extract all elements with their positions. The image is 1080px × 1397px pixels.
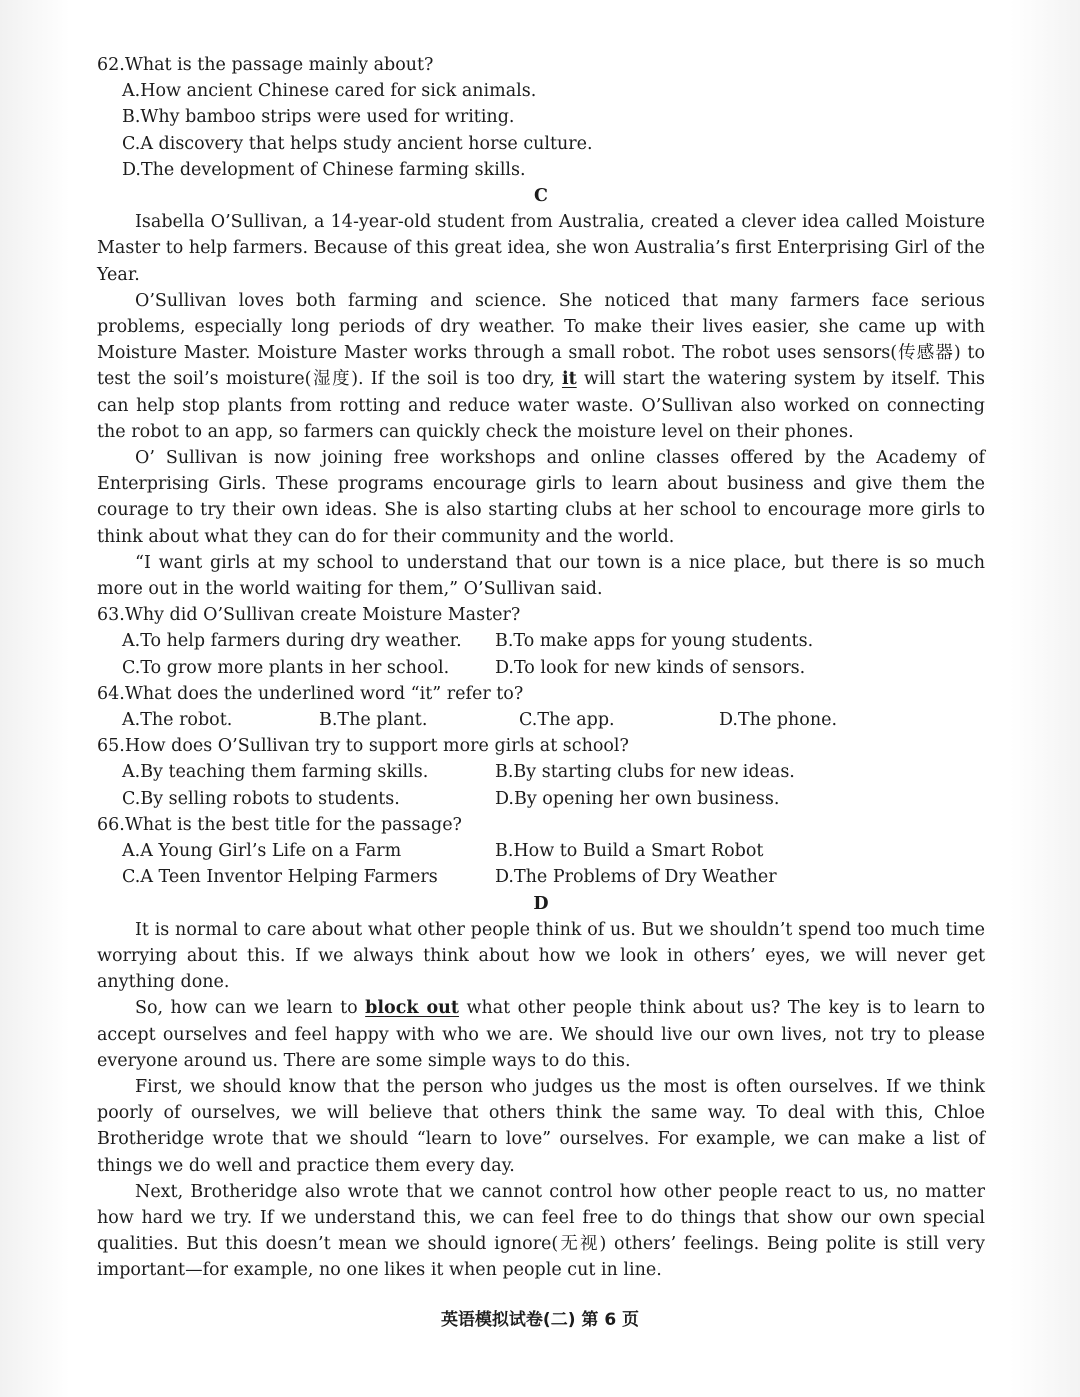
option-row — [97, 759, 985, 785]
option-d: D.The phone. — [719, 710, 838, 731]
question-stem: 64.What does the underlined word “it” refer to? — [97, 683, 524, 704]
section-d-heading: D — [533, 893, 549, 914]
paragraph: Next, Brotheridge also wrote that we cannot control how other people react to us, no matter how hard we try. If we understand this, we can feel free to do things that show our own special qualities. But this doesn’t mean we should ignore(无视) others’ feelings. Being polite is still very important—for example, no one likes it when people cut in line. — [97, 1181, 985, 1281]
option-c: C.A discovery that helps study ancient horse culture. — [122, 133, 593, 154]
option-c: C.To grow more plants in her school. — [122, 657, 450, 678]
option-d: D.By opening her own business. — [495, 788, 780, 809]
passage-c — [97, 209, 985, 602]
question-stem: 65.How does O’Sullivan try to support more girls at school? — [97, 736, 629, 757]
option-row — [97, 864, 985, 890]
paragraph-text: what other people think about us? The key is to learn to accept ourselves and feel happy with who we are. We should live our own lives, not try to please everyone around us. There are some simple ways to do this. — [97, 998, 985, 1071]
paragraph — [97, 288, 985, 445]
paragraph: “I want girls at my school to understand that our town is a nice place, but there is so much more out in the world waiting for them,” O’Sullivan said. — [97, 552, 985, 600]
question-64 — [97, 681, 985, 733]
option-b: B.By starting clubs for new ideas. — [495, 762, 795, 783]
underlined-phrase: block out — [365, 998, 459, 1019]
option-a: A.To help farmers during dry weather. — [122, 631, 462, 652]
option-d: D.To look for new kinds of sensors. — [495, 657, 806, 678]
section-c-heading: C — [534, 186, 548, 207]
option-row — [97, 786, 985, 812]
question-62 — [97, 52, 985, 183]
paragraph: O’ Sullivan is now joining free workshops and online classes offered by the Academy of Enterprising Girls. These programs encourage girls to learn about business and give them the courage to try their own ideas. She is also starting clubs at her school to encourage more girls to think about what they can do for their community and the world. — [97, 448, 985, 547]
passage-d — [97, 917, 985, 1284]
option-row — [97, 655, 985, 681]
question-stem: 62.What is the passage mainly about? — [97, 55, 434, 75]
paragraph: First, we should know that the person who judges us the most is often ourselves. If we think poorly of ourselves, we will believe that others think the same way. To deal with this, Chloe Brotheridge wrote that we should “learn to love” ourselves. For example, we can make a list of things we do well and practice them every day. — [97, 1076, 985, 1176]
paragraph-text: So, how can we learn to — [135, 998, 366, 1019]
option-c: C.A Teen Inventor Helping Farmers — [122, 867, 438, 888]
paragraph: Isabella O’Sullivan, a 14-year-old student from Australia, created a clever idea called Moisture Master to help farmers. Because of this great idea, she won Australia’s first Enterprising Girl of the Year. — [97, 212, 985, 285]
option-b: B.Why bamboo strips were used for writing. — [122, 107, 515, 128]
paragraph — [97, 995, 985, 1074]
option-b: B.To make apps for young students. — [495, 631, 814, 652]
option-d: D.The development of Chinese farming skills. — [122, 159, 526, 180]
option-a: A.By teaching them farming skills. — [122, 762, 429, 783]
question-66 — [97, 812, 985, 891]
page-footer: 英语模拟试卷(二) 第 6 页 — [440, 1310, 640, 1330]
option-row — [97, 707, 985, 733]
option-a: A.A Young Girl’s Life on a Farm — [122, 841, 402, 862]
question-stem: 63.Why did O’Sullivan create Moisture Master? — [97, 605, 521, 626]
option-a: A.How ancient Chinese cared for sick animals. — [122, 81, 537, 102]
option-a: A.The robot. — [122, 710, 233, 731]
option-c: C.The app. — [519, 710, 615, 731]
paragraph-text: O’Sullivan loves both farming and science. She noticed that many farmers face serious problems, especially long periods of dry weather. To make their lives easier, she came up with Moisture Master. Moisture Master works through a small robot. The robot uses sensors(传感器) to test the soil’s moisture(湿度). If the soil is too dry, — [97, 290, 985, 390]
option-d: D.The Problems of Dry Weather — [495, 867, 777, 888]
option-row — [97, 628, 985, 654]
option-c: C.By selling robots to students. — [122, 788, 400, 809]
option-b: B.The plant. — [319, 710, 428, 731]
question-65 — [97, 733, 985, 812]
page-content — [97, 52, 985, 1284]
paragraph-text: will start the watering system by itself. This can help stop plants from rotting and reduce water waste. O’Sullivan also worked on connecting the robot to an app, so farmers can quickly check the moisture level on their phones. — [97, 369, 985, 442]
question-63 — [97, 602, 985, 681]
option-row — [97, 838, 985, 864]
question-stem: 66.What is the best title for the passage? — [97, 814, 462, 835]
option-b: B.How to Build a Smart Robot — [495, 841, 764, 862]
paragraph: It is normal to care about what other people think of us. But we shouldn’t spend too much time worrying about this. If we always think about how we look in others’ eyes, we will never get anything done. — [97, 919, 985, 993]
underlined-word: it — [561, 369, 577, 390]
